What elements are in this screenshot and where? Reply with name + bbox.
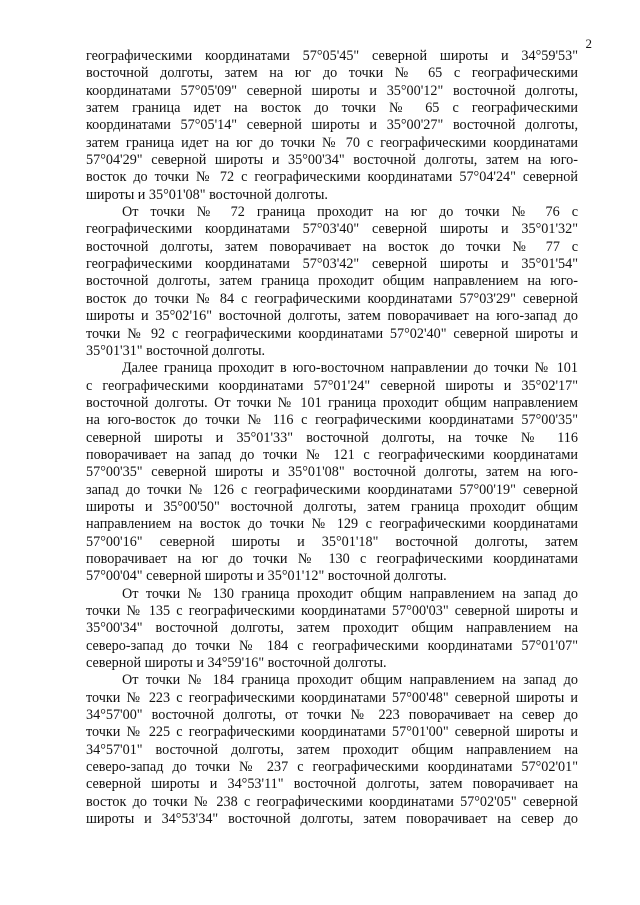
text-line: От точки № 184 граница проходит общим направлением на запад до	[122, 672, 578, 689]
text-line: широты и 35°02'16" восточной долготы, затем поворачивает на юго-запад до	[86, 308, 578, 325]
text-line: северо-запад до точки № 184 с географическими координатами 57°01'07"	[86, 637, 578, 654]
page-number: 2	[585, 36, 592, 51]
text-line: географическими координатами 57°05'45" северной широты и 34°59'53"	[86, 48, 578, 64]
text-line: Далее граница проходит в юго-восточном направлении до точки № 101	[122, 360, 578, 377]
text-line: направлением на восток до точки № 129 с географическими координатами	[86, 516, 578, 533]
paragraph	[86, 586, 578, 673]
text-line: северной широты и 34°59'16" восточной долготы.	[86, 655, 387, 672]
text-line: запад до точки № 126 с географическими координатами 57°00'19" северной	[86, 481, 578, 498]
text-line: широты и 35°00'50" восточной долготы, затем граница проходит общим	[86, 498, 578, 515]
text-line: От точки № 130 граница проходит общим направлением на запад до	[122, 585, 578, 602]
text-line: на юго-восток до точки № 116 с географическими координатами 57°00'35"	[86, 412, 578, 429]
text-line: восточной долготы, затем на юг до точки № 65 с географическими	[86, 65, 578, 82]
text-line: 57°04'29" северной широты и 35°00'34" восточной долготы, затем на юго-	[86, 152, 578, 169]
text-line: широты и 34°53'34" восточной долготы, затем поворачивает на север до	[86, 811, 578, 828]
text-line: 57°00'35" северной широты и 35°01'08" восточной долготы, затем на юго-	[86, 464, 578, 481]
text-line: От точки № 72 граница проходит на юг до точки № 76 с	[122, 204, 578, 221]
text-line: восток до точки № 72 с географическими координатами 57°04'24" северной	[86, 169, 578, 186]
text-line: поворачивает на юг до точки № 130 с географическими координатами	[86, 550, 578, 567]
paragraph	[86, 48, 578, 204]
text-line: географическими координатами 57°03'42" северной широты и 35°01'54"	[86, 256, 578, 273]
text-line: 57°00'16" северной широты и 35°01'18" восточной долготы, затем	[86, 533, 578, 550]
text-line: 34°57'00" восточной долготы, от точки № 223 поворачивает на север до	[86, 707, 578, 724]
paragraph	[86, 360, 578, 585]
text-line: восточной долготы, затем граница проходит общим направлением на юго-	[86, 273, 578, 290]
text-line: с географическими координатами 57°01'24" северной широты и 35°02'17"	[86, 377, 578, 394]
paragraph	[86, 204, 578, 360]
text-line: 34°57'01" восточной долготы, затем проходит общим направлением на	[86, 741, 578, 758]
text-line: широты и 35°01'08" восточной долготы.	[86, 186, 328, 203]
text-line: восток до точки № 84 с географическими координатами 57°03'29" северной	[86, 290, 578, 307]
text-line: восток до точки № 238 с географическими координатами 57°02'05" северной	[86, 793, 578, 810]
text-line: затем граница идет на восток до точки № 65 с географическими	[86, 100, 578, 117]
text-line: координатами 57°05'09" северной широты и 35°00'12" восточной долготы,	[86, 82, 578, 99]
text-line: северной широты и 35°01'33" восточной долготы, на точке № 116	[86, 429, 578, 446]
text-line: восточной долготы. От точки № 101 граница проходит общим направлением	[86, 394, 578, 411]
text-line: затем граница идет на юг до точки № 70 с географическими координатами	[86, 134, 578, 151]
paragraph	[86, 672, 578, 828]
text-line: точки № 225 с географическими координатами 57°01'00" северной широты и	[86, 724, 578, 741]
text-line: точки № 135 с географическими координатами 57°00'03" северной широты и	[86, 603, 578, 619]
text-line: 35°01'31" восточной долготы.	[86, 342, 266, 359]
document-body	[86, 48, 578, 828]
text-line: точки № 92 с географическими координатами 57°02'40" северной широты и	[86, 325, 578, 342]
text-line: точки № 223 с географическими координатами 57°00'48" северной широты и	[86, 689, 578, 706]
text-line: восточной долготы, затем поворачивает на восток до точки № 77 с	[86, 238, 578, 255]
text-line: координатами 57°05'14" северной широты и 35°00'27" восточной долготы,	[86, 117, 578, 134]
text-line: поворачивает на запад до точки № 121 с географическими координатами	[86, 446, 578, 463]
text-line: северо-запад до точки № 237 с географическими координатами 57°02'01"	[86, 759, 578, 776]
text-line: 57°00'04" северной широты и 35°01'12" восточной долготы.	[86, 568, 447, 585]
text-line: 35°00'34" восточной долготы, затем проходит общим направлением на	[86, 620, 578, 637]
text-line: географическими координатами 57°03'40" северной широты и 35°01'32"	[86, 221, 578, 238]
text-line: северной широты и 34°53'11" восточной долготы, затем поворачивает на	[86, 776, 578, 793]
